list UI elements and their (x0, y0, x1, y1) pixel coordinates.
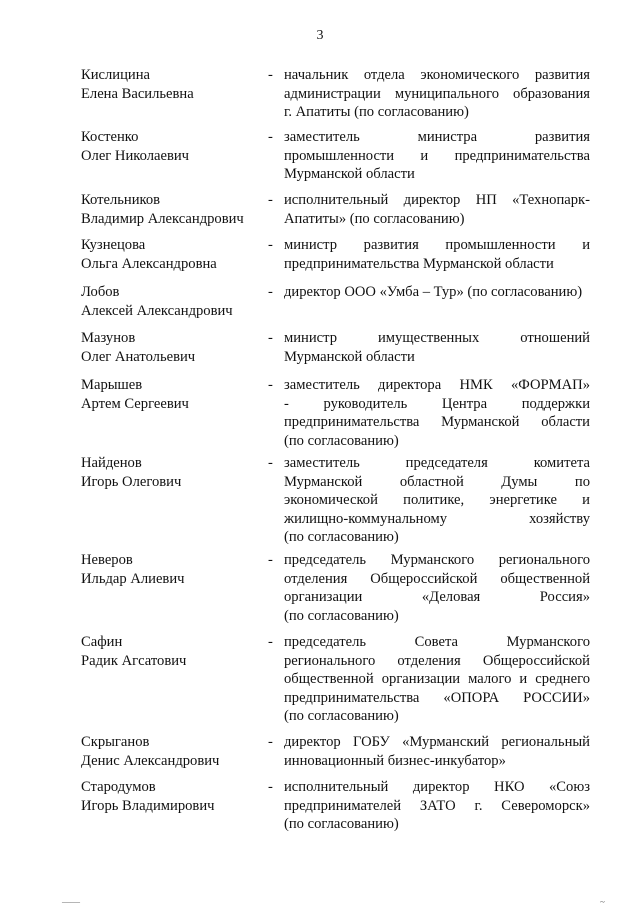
role-line: отделения Общероссийской общественной (284, 570, 590, 587)
entry-dash: - (268, 67, 273, 83)
member-surname: Сафин (81, 634, 123, 650)
role-line: предпринимательства Мурманской области (284, 255, 554, 272)
role-line: (по согласованию) (284, 607, 399, 624)
footer-mark-left: —— (62, 897, 80, 907)
entry-dash: - (268, 455, 273, 471)
role-line: исполнительный директор НП «Технопарк- (284, 192, 590, 208)
role-line: - руководитель Центра поддержки (284, 395, 590, 412)
member-surname: Котельников (81, 192, 161, 208)
role-line: (по согласованию) (284, 708, 399, 725)
entry-dash: - (268, 377, 273, 393)
entry-dash: - (268, 734, 273, 750)
member-name (81, 454, 251, 491)
footer-mark-right: ~ (600, 897, 605, 907)
role-line: заместитель председателя комитета (284, 455, 590, 471)
role-line: министр имущественных отношений (284, 330, 590, 346)
role-line: председатель Мурманского регионального (284, 552, 590, 568)
member-role (284, 633, 590, 726)
role-line: директор ООО «Умба – Тур» (по согласованию) (284, 284, 583, 300)
member-role (284, 551, 590, 625)
member-name (81, 551, 251, 588)
role-line: инновационный бизнес-инкубатор» (284, 752, 506, 769)
role-line: администрации муниципального образования (284, 85, 590, 102)
role-line: исполнительный директор НКО «Союз (284, 779, 590, 795)
member-role (284, 778, 590, 834)
member-surname: Марышев (81, 377, 143, 393)
page-number: 3 (316, 28, 324, 43)
role-line: министр развития промышленности и (284, 237, 590, 253)
member-given-names: Игорь Олегович (81, 473, 182, 490)
role-line: заместитель министра развития (284, 129, 590, 145)
member-name (81, 66, 251, 103)
member-name (81, 329, 251, 366)
entry-dash: - (268, 634, 273, 650)
member-name (81, 376, 251, 413)
member-role (284, 128, 590, 184)
entry-dash: - (268, 330, 273, 346)
role-line: Мурманской области (284, 348, 415, 365)
member-name (81, 633, 251, 670)
role-line: директор ГОБУ «Мурманский региональный (284, 734, 590, 750)
role-line: общественной организации малого и среднего (284, 671, 590, 688)
role-line: (по согласованию) (284, 816, 399, 833)
member-given-names: Артем Сергеевич (81, 395, 189, 412)
member-surname: Скрыганов (81, 734, 150, 750)
member-name (81, 283, 251, 320)
member-surname: Стародумов (81, 779, 156, 795)
role-line: председатель Совета Мурманского (284, 634, 590, 650)
member-given-names: Ольга Александровна (81, 255, 217, 272)
member-given-names: Ильдар Алиевич (81, 570, 185, 587)
role-line: промышленности и предпринимательства (284, 147, 590, 164)
entry-dash: - (268, 779, 273, 795)
role-line: Апатиты» (по согласованию) (284, 210, 465, 227)
role-line: экономической политике, энергетике и (284, 492, 590, 509)
member-surname: Кузнецова (81, 237, 146, 253)
member-surname: Кислицина (81, 67, 151, 83)
member-given-names: Олег Анатольевич (81, 348, 196, 365)
member-given-names: Игорь Владимирович (81, 797, 215, 814)
role-line: Мурманской областной Думы по (284, 473, 590, 490)
member-name (81, 778, 251, 815)
member-surname: Неверов (81, 552, 133, 568)
member-role (284, 66, 590, 122)
member-given-names: Денис Александрович (81, 752, 220, 769)
role-line: Мурманской области (284, 166, 415, 183)
member-role (284, 454, 590, 547)
member-role (284, 329, 590, 366)
entry-dash: - (268, 552, 273, 568)
member-name (81, 128, 251, 165)
entry-dash: - (268, 129, 273, 145)
member-name (81, 733, 251, 770)
member-given-names: Елена Васильевна (81, 85, 194, 102)
role-line: начальник отдела экономического развития (284, 67, 590, 83)
entry-dash: - (268, 192, 273, 208)
role-line: (по согласованию) (284, 529, 399, 546)
entry-dash: - (268, 284, 273, 300)
role-line: заместитель директора НМК «ФОРМАП» (284, 377, 590, 393)
member-role (284, 376, 590, 450)
member-role (284, 191, 590, 228)
role-line: регионального отделения Общероссийской (284, 652, 590, 669)
member-given-names: Олег Николаевич (81, 147, 190, 164)
member-role (284, 236, 590, 273)
role-line: предпринимательства «ОПОРА РОССИИ» (284, 689, 590, 706)
member-surname: Костенко (81, 129, 139, 145)
role-line: предпринимательства Мурманской области (284, 414, 590, 431)
member-given-names: Радик Агсатович (81, 652, 187, 669)
member-surname: Найденов (81, 455, 142, 471)
member-role (284, 733, 590, 770)
role-line: организации «Деловая Россия» (284, 589, 590, 606)
role-line: предпринимателей ЗАТО г. Североморск» (284, 797, 590, 814)
role-line: г. Апатиты (по согласованию) (284, 104, 469, 121)
member-surname: Лобов (81, 284, 120, 300)
role-line: жилищно-коммунальному хозяйству (284, 510, 590, 527)
role-line: (по согласованию) (284, 432, 399, 449)
member-name (81, 191, 251, 228)
member-role (284, 283, 590, 302)
member-name (81, 236, 251, 273)
entry-dash: - (268, 237, 273, 253)
member-given-names: Владимир Александрович (81, 210, 244, 227)
member-given-names: Алексей Александрович (81, 302, 233, 319)
member-surname: Мазунов (81, 330, 136, 346)
